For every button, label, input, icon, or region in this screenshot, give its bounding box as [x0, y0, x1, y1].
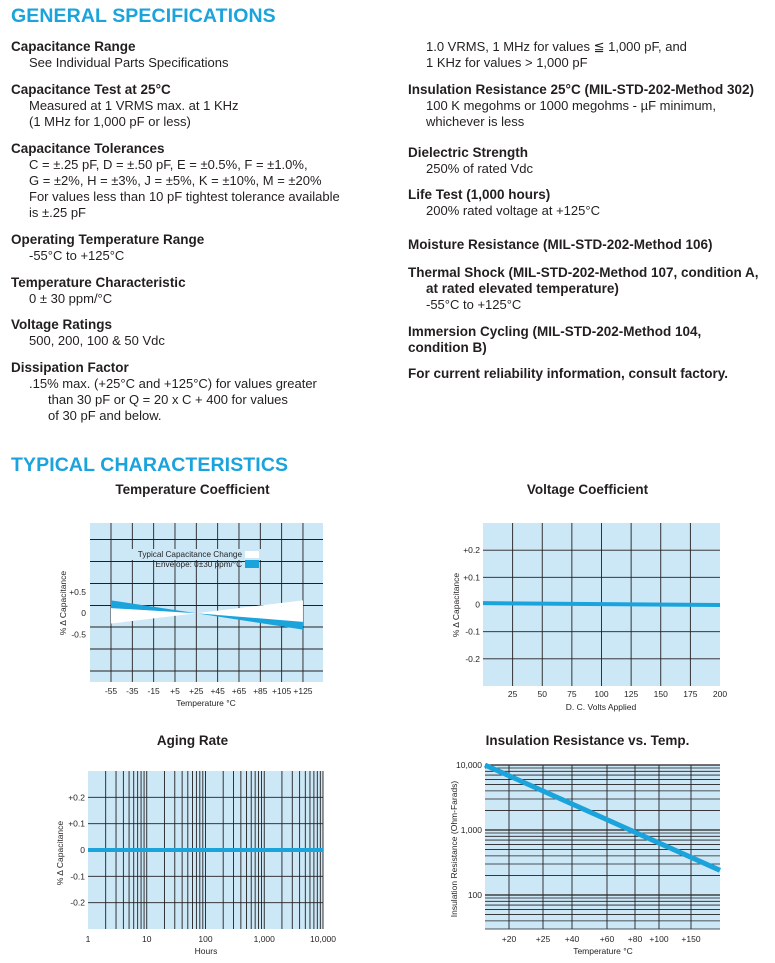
- spec-detail: See Individual Parts Specifications: [29, 55, 229, 70]
- spec-detail: 0 ± 30 ppm/°C: [29, 291, 113, 306]
- y-tick-label: -0.1: [465, 626, 480, 637]
- x-axis-label: Temperature °C: [573, 946, 633, 956]
- y-tick-label: 0: [475, 599, 480, 610]
- spec-detail: 200% rated voltage at +125°C: [426, 203, 600, 218]
- y-axis-label: % Δ Capacitance: [58, 570, 68, 636]
- spec-detail: of 30 pF and below.: [48, 408, 162, 423]
- x-axis-label: D. C. Volts Applied: [565, 702, 637, 712]
- y-tick-label: 0: [80, 845, 85, 855]
- legend-label-typical: Typical Capacitance Change: [137, 550, 242, 559]
- x-tick-label: 100: [198, 934, 213, 944]
- y-axis-label: % Δ Capacitance: [55, 820, 65, 886]
- legend-swatch-envelope: [245, 551, 259, 558]
- spec-detail: .15% max. (+25°C and +125°C) for values greater: [29, 376, 317, 391]
- spec-detail: than 30 pF or Q = 20 x C + 400 for values: [48, 392, 288, 407]
- spec-heading-continued: at rated elevated temperature): [426, 281, 619, 296]
- legend-label-envelope: Envelope: 0±30 ppm/°C: [155, 560, 242, 569]
- spec-heading: Voltage Ratings: [11, 317, 113, 332]
- spec-heading: Dielectric Strength: [408, 145, 529, 160]
- typical-characteristics-heading: TYPICAL CHARACTERISTICS: [11, 454, 289, 476]
- x-tick-label: +125: [293, 686, 313, 696]
- y-tick-label: +0.2: [463, 545, 480, 556]
- spec-heading-continued: condition B): [408, 340, 487, 355]
- y-tick-label: -0.5: [71, 629, 86, 640]
- spec-heading: Capacitance Test at 25°C: [11, 82, 171, 97]
- spec-heading: Dissipation Factor: [11, 360, 129, 375]
- x-tick-label: -55: [104, 686, 118, 696]
- series-line: [483, 603, 720, 605]
- x-tick-label: 25: [507, 689, 518, 699]
- spec-detail: 1.0 VRMS, 1 MHz for values ≦ 1,000 pF, and: [426, 39, 687, 54]
- plot-background: [485, 765, 720, 929]
- x-tick-label: +60: [599, 934, 615, 944]
- x-tick-label: +20: [501, 934, 517, 944]
- spec-detail: 500, 200, 100 & 50 Vdc: [29, 333, 165, 348]
- aging-rate-title: Aging Rate: [156, 733, 229, 748]
- x-tick-label: 50: [537, 689, 547, 699]
- spec-heading: Thermal Shock (MIL-STD-202-Method 107, condition A,: [408, 265, 759, 280]
- spec-heading: Capacitance Range: [11, 39, 136, 54]
- y-axis-label: Insulation Resistance (Ohm-Farads): [449, 780, 459, 918]
- y-axis-label: % Δ Capacitance: [451, 572, 461, 638]
- temperature-coefficient-title: Temperature Coefficient: [115, 482, 270, 497]
- y-tick-label: -0.1: [70, 871, 85, 882]
- spec-heading: Moisture Resistance (MIL-STD-202-Method 106): [408, 237, 713, 252]
- y-tick-label: -0.2: [70, 897, 85, 908]
- spec-detail: G = ±2%, H = ±3%, J = ±5%, K = ±10%, M = ±20%: [29, 173, 322, 188]
- spec-detail: -55°C to +125°C: [29, 248, 125, 263]
- x-tick-label: 75: [567, 689, 577, 699]
- general-specifications-heading: GENERAL SPECIFICATIONS: [11, 5, 276, 27]
- insulation-resistance-title: Insulation Resistance vs. Temp.: [485, 733, 690, 748]
- x-axis-label: Hours: [194, 946, 218, 956]
- x-tick-label: 100: [594, 689, 609, 699]
- y-tick-label: 10,000: [456, 760, 482, 770]
- x-tick-label: -15: [147, 686, 160, 696]
- x-tick-label: +5: [170, 686, 180, 696]
- y-tick-label: -0.2: [465, 653, 480, 664]
- x-tick-label: +100: [649, 934, 669, 944]
- x-tick-label: +45: [210, 686, 225, 696]
- x-tick-label: +25: [535, 934, 551, 944]
- x-tick-label: +25: [189, 686, 204, 696]
- x-tick-label: -35: [126, 686, 139, 696]
- x-tick-label: 125: [624, 689, 639, 699]
- x-tick-label: 10,000: [310, 934, 336, 944]
- spec-detail: 250% of rated Vdc: [426, 161, 533, 176]
- spec-heading: Temperature Characteristic: [11, 275, 186, 290]
- spec-heading: Life Test (1,000 hours): [408, 187, 551, 202]
- y-tick-label: +0.5: [69, 586, 86, 597]
- spec-detail: 100 K megohms or 1000 megohms - µF minimum,: [426, 98, 716, 113]
- y-tick-label: 1,000: [460, 825, 482, 836]
- x-axis-label: Temperature °C: [176, 698, 236, 708]
- spec-detail: -55°C to +125°C: [426, 297, 522, 312]
- x-tick-label: 175: [683, 689, 698, 699]
- y-tick-label: 100: [467, 890, 482, 901]
- spec-detail: Measured at 1 VRMS max. at 1 KHz: [29, 98, 239, 113]
- spec-detail: 1 KHz for values > 1,000 pF: [426, 55, 588, 70]
- spec-heading: Operating Temperature Range: [11, 232, 205, 247]
- x-tick-label: 200: [712, 689, 728, 699]
- voltage-coefficient-title: Voltage Coefficient: [526, 482, 649, 497]
- x-tick-label: 1,000: [253, 934, 275, 944]
- x-tick-label: 1: [85, 934, 91, 944]
- spec-detail: For values less than 10 pF tightest tolerance available: [29, 189, 340, 204]
- spec-detail: is ±.25 pF: [29, 205, 86, 220]
- x-tick-label: +150: [681, 934, 701, 944]
- x-tick-label: +65: [231, 686, 247, 696]
- y-tick-label: +0.1: [463, 572, 480, 583]
- y-tick-label: 0: [81, 608, 86, 619]
- x-tick-label: 10: [142, 934, 152, 944]
- x-tick-label: 150: [653, 689, 668, 699]
- spec-heading: Capacitance Tolerances: [11, 141, 165, 156]
- spec-heading: Insulation Resistance 25°C (MIL-STD-202-Method 302): [408, 82, 754, 97]
- spec-detail: whichever is less: [426, 114, 525, 129]
- y-tick-label: +0.1: [68, 818, 85, 829]
- x-tick-label: +105: [272, 686, 292, 696]
- legend-swatch-typical: [245, 560, 259, 568]
- spec-detail: (1 MHz for 1,000 pF or less): [29, 114, 191, 129]
- spec-heading: For current reliability information, consult factory.: [408, 366, 729, 381]
- y-tick-label: +0.2: [68, 792, 85, 803]
- spec-heading: Immersion Cycling (MIL-STD-202-Method 104,: [408, 324, 702, 339]
- x-tick-label: +80: [627, 934, 643, 944]
- x-tick-label: +85: [253, 686, 268, 696]
- spec-detail: C = ±.25 pF, D = ±.50 pF, E = ±0.5%, F = ±1.0%,: [29, 157, 308, 172]
- x-tick-label: +40: [564, 934, 580, 944]
